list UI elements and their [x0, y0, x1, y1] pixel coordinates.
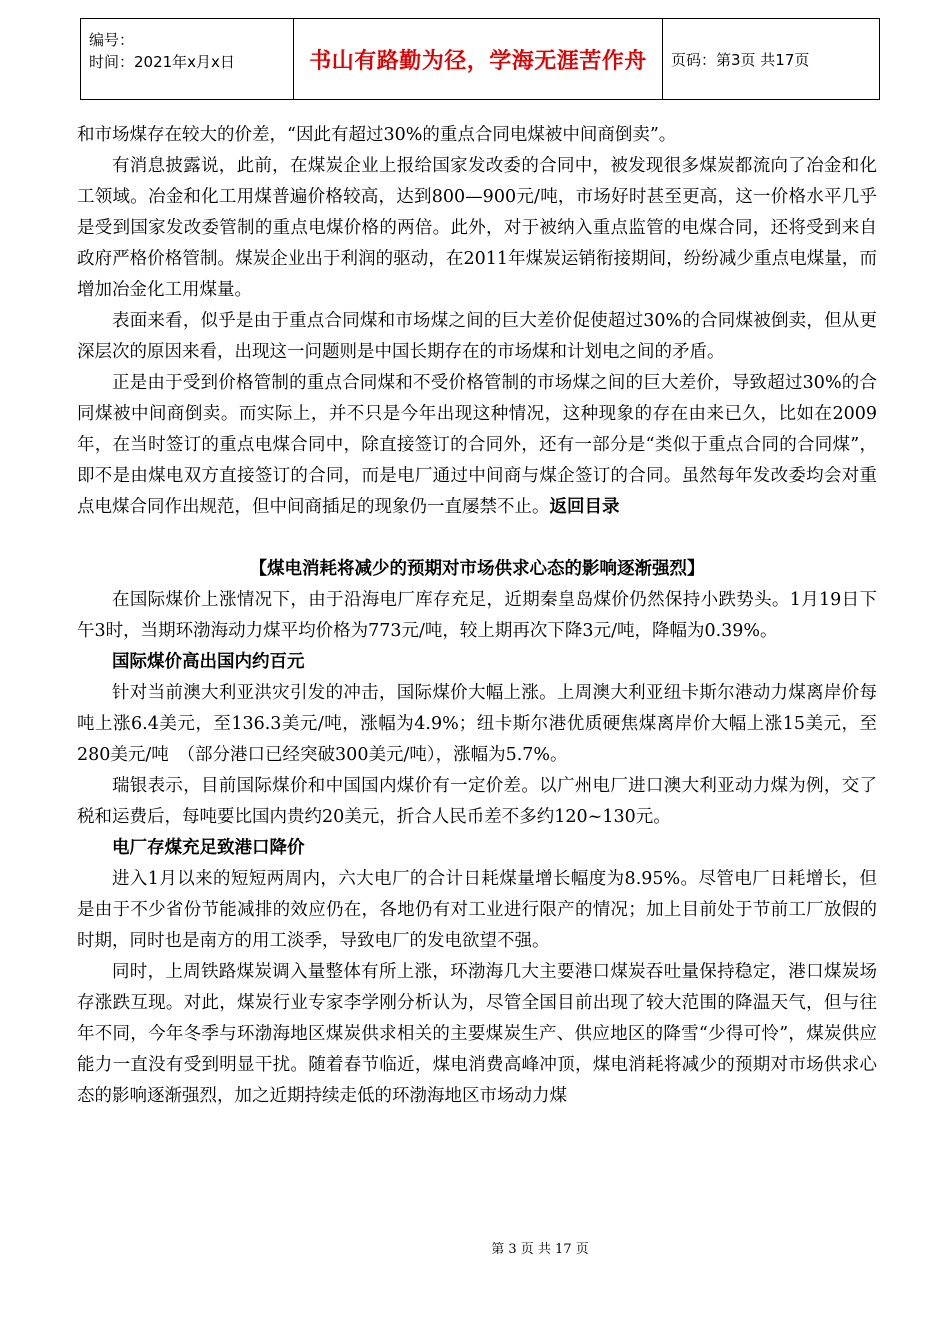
- header-page-info: 页码：第3页 共17页: [671, 50, 810, 69]
- paragraph: 针对当前澳大利亚洪灾引发的冲击，国际煤价大幅上涨。上周澳大利亚纽卡斯尔港动力煤离岸价每吨上涨6.4美元，至136.3美元/吨，涨幅为4.9%；纽卡斯尔港优质硬焦煤离岸价大幅上涨15美元，至280美元/吨 （部分港口已经突破300美元/吨），涨幅为5.7%。: [77, 683, 877, 765]
- paragraph: 进入1月以来的短短两周内，六大电厂的合计日耗煤量增长幅度为8.95%。尽管电厂日耗增长，但是由于不少省份节能减排的效应仍在，各地仍有对工业进行限产的情况；加上目前处于节前工厂放假的时期，同时也是南方的用工淡季，导致电厂的发电欲望不强。: [77, 869, 877, 951]
- paragraph: 和市场煤存在较大的价差，“因此有超过30%的重点合同电煤被中间商倒卖”。: [77, 125, 677, 145]
- subheading: 电厂存煤充足致港口降价: [112, 838, 305, 858]
- time-label: 时间：2021年x月x日: [89, 53, 235, 71]
- paragraph: 有消息披露说，此前，在煤炭企业上报给国家发改委的合同中，被发现很多煤炭都流向了冶金和化工领域。冶金和化工用煤普遍价格较高，达到800—900元/吨，市场好时甚至更高，这一价格水平几乎是受到国家发改委管制的重点电煤价格的两倍。此外，对于被纳入重点监管的电煤合同，还将受到来自政府严格价格管制。煤炭企业出于利润的驱动，在2011年煤炭运销衔接期间，纷纷减少重点电煤量，而增加冶金化工用煤量。: [77, 156, 877, 300]
- header-motto: 书山有路勤为径，学海无涯苦作舟: [294, 19, 663, 99]
- paragraph: 同时，上周铁路煤炭调入量整体有所上涨，环渤海几大主要港口煤炭吞吐量保持稳定，港口煤炭场存涨跌互现。对此，煤炭行业专家李学刚分析认为，尽管全国目前出现了较大范围的降温天气，但与往年不同，今年冬季与环渤海地区煤炭供求相关的主要煤炭生产、供应地区的降雪“少得可怜”，煤炭供应能力一直没有受到明显干扰。随着春节临近，煤电消费高峰冲顶，煤电消耗将减少的预期对市场供求心态的影响逐渐强烈，加之近期持续走低的环渤海地区市场动力煤: [77, 962, 877, 1106]
- number-label: 编号：: [89, 31, 135, 49]
- header-meta: [81, 19, 294, 99]
- paragraph-text: 正是由于受到价格管制的重点合同煤和不受价格管制的市场煤之间的巨大差价，导致超过30%的合同煤被中间商倒卖。而实际上，并不只是今年出现这种情况，这种现象的存在由来已久，比如在2009年，在当时签订的重点电煤合同中，除直接签订的合同外，还有一部分是“类似于重点合同的合同煤”，即不是由煤电双方直接签订的合同，而是电厂通过中间商与煤企签订的合同。虽然每年发改委均会对重点电煤合同作出规范，但中间商插足的现象仍一直屡禁不止。: [77, 373, 877, 517]
- paragraph: 瑞银表示，目前国际煤价和中国国内煤价有一定价差。以广州电厂进口澳大利亚动力煤为例，交了税和运费后，每吨要比国内贵约20美元，折合人民币差不多约120~130元。: [77, 776, 877, 827]
- document-body: [77, 120, 877, 1112]
- section-title: 【煤电消耗将减少的预期对市场供求心态的影响逐渐强烈】: [249, 559, 705, 579]
- paragraph: 表面来看，似乎是由于重点合同煤和市场煤之间的巨大差价促使超过30%的合同煤被倒卖，但从更深层次的原因来看，出现这一问题则是中国长期存在的市场煤和计划电之间的矛盾。: [77, 311, 877, 362]
- paragraph: [77, 368, 877, 523]
- back-to-toc-link[interactable]: 返回目录: [549, 497, 620, 517]
- header-table: [80, 18, 880, 100]
- page-footer: 第 3 页 共 17 页: [491, 1242, 589, 1257]
- paragraph: 在国际煤价上涨情况下，由于沿海电厂库存充足，近期秦皇岛煤价仍然保持小跌势头。1月19日下午3时，当期环渤海动力煤平均价格为773元/吨，较上期再次下降3元/吨，降幅为0.39%。: [77, 590, 877, 641]
- subheading: 国际煤价高出国内约百元: [112, 652, 305, 672]
